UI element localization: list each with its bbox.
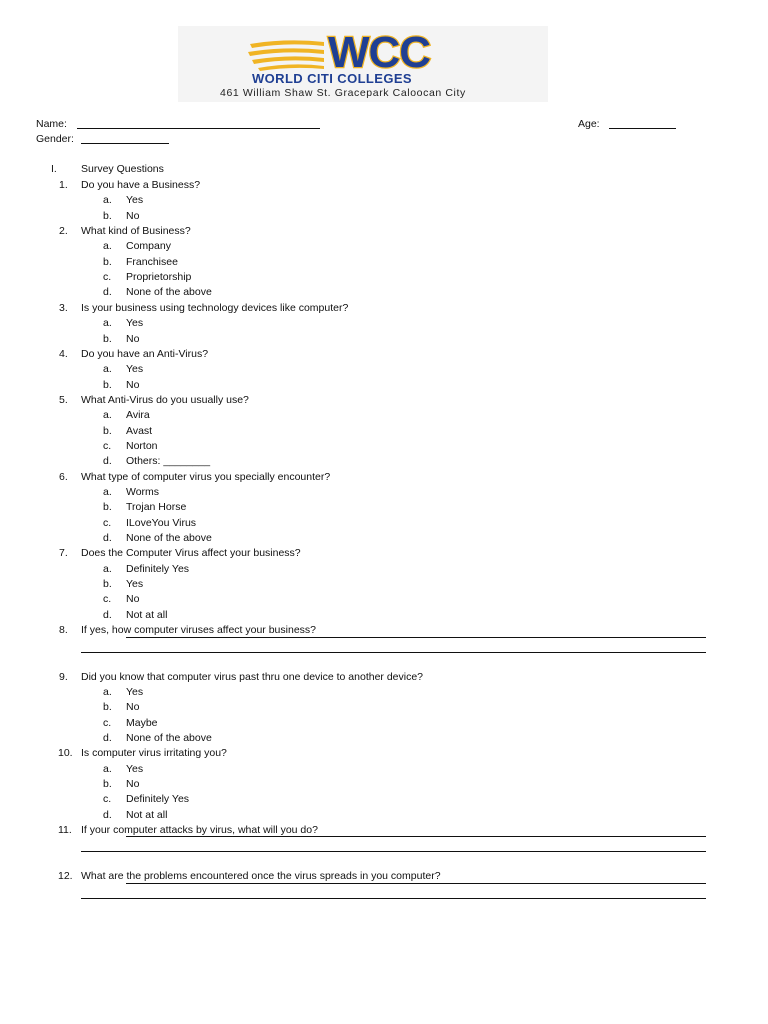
- question-number: 8.: [59, 624, 68, 637]
- section-numeral: I.: [51, 163, 57, 175]
- option-text[interactable]: None of the above: [126, 532, 212, 545]
- option-letter: d.: [103, 731, 112, 744]
- school-name: WORLD CITI COLLEGES: [252, 71, 412, 86]
- option-letter: c.: [103, 516, 112, 529]
- option-text[interactable]: No: [126, 593, 140, 606]
- option-text[interactable]: Maybe: [126, 716, 158, 729]
- option-letter: a.: [103, 685, 112, 698]
- answer-line[interactable]: [81, 851, 706, 852]
- question-text: Do you have a Business?: [81, 179, 201, 191]
- question-text: Is computer virus irritating you?: [81, 747, 227, 760]
- option-text[interactable]: Yes: [126, 762, 144, 775]
- option-text[interactable]: Avast: [126, 424, 153, 437]
- option-text[interactable]: Franchisee: [126, 255, 178, 268]
- question-number: 5.: [59, 393, 68, 406]
- option-letter: c.: [103, 716, 112, 729]
- question-text: What are the problems encountered once the virus spreads in you computer?: [81, 870, 441, 883]
- option-letter: b.: [103, 701, 112, 714]
- option-letter: d.: [103, 808, 112, 821]
- school-logo: [178, 26, 548, 102]
- question-text: If yes, how computer viruses affect your business?: [81, 624, 316, 637]
- option-text[interactable]: No: [126, 701, 140, 714]
- option-letter: a.: [103, 409, 112, 422]
- option-text[interactable]: Others: ________: [126, 455, 211, 468]
- option-text[interactable]: Yes: [126, 194, 144, 207]
- option-text[interactable]: Definitely Yes: [126, 793, 190, 806]
- question-number: 9.: [59, 670, 68, 683]
- question-text: Do you have an Anti-Virus?: [81, 347, 209, 360]
- option-letter: c.: [103, 439, 112, 452]
- option-text[interactable]: Company: [126, 240, 171, 253]
- option-letter: a.: [103, 762, 112, 775]
- answer-line[interactable]: [81, 898, 706, 899]
- option-text[interactable]: ILoveYou Virus: [126, 516, 197, 529]
- option-text[interactable]: Yes: [126, 685, 144, 698]
- answer-line[interactable]: [126, 883, 706, 884]
- option-letter: c.: [103, 271, 112, 284]
- option-letter: b.: [103, 378, 112, 391]
- option-letter: d.: [103, 455, 112, 468]
- question-number: 10.: [58, 747, 73, 760]
- option-text[interactable]: Worms: [126, 486, 160, 498]
- swoosh-logo-icon: [246, 38, 326, 72]
- question-text: What kind of Business?: [81, 225, 191, 238]
- question-number: 6.: [59, 470, 68, 483]
- question-number: 2.: [59, 225, 68, 238]
- option-text[interactable]: Yes: [126, 317, 144, 330]
- option-letter: d.: [103, 286, 112, 299]
- option-text[interactable]: Yes: [126, 363, 144, 376]
- option-letter: a.: [103, 317, 112, 330]
- section-title: Survey Questions: [81, 163, 164, 175]
- question-text: If your computer attacks by virus, what will you do?: [81, 824, 318, 836]
- option-text[interactable]: Proprietorship: [126, 271, 192, 284]
- answer-line[interactable]: [126, 836, 706, 837]
- option-letter: d.: [103, 532, 112, 545]
- option-letter: c.: [103, 793, 112, 806]
- option-letter: a.: [103, 194, 112, 207]
- option-letter: d.: [103, 608, 112, 621]
- option-text[interactable]: None of the above: [126, 731, 212, 744]
- option-text[interactable]: No: [126, 332, 140, 345]
- question-number: 12.: [58, 870, 73, 883]
- option-letter: b.: [103, 209, 112, 222]
- question-number: 11.: [58, 824, 72, 836]
- option-text[interactable]: No: [126, 777, 140, 790]
- answer-line[interactable]: [81, 652, 706, 653]
- logo-wordmark: WCC: [328, 28, 431, 77]
- option-letter: b.: [103, 578, 112, 591]
- question-number: 4.: [59, 347, 68, 360]
- option-text[interactable]: Norton: [126, 439, 158, 452]
- question-text: Did you know that computer virus past thru one device to another device?: [81, 670, 424, 683]
- name-label: Name:: [36, 118, 67, 130]
- age-field[interactable]: [609, 128, 676, 129]
- option-letter: b.: [103, 255, 112, 268]
- option-text[interactable]: Not at all: [126, 608, 168, 621]
- option-letter: b.: [103, 501, 112, 514]
- option-letter: a.: [103, 240, 112, 253]
- option-text[interactable]: Yes: [126, 578, 144, 591]
- option-letter: b.: [103, 332, 112, 345]
- option-letter: b.: [103, 424, 112, 437]
- option-text[interactable]: Definitely Yes: [126, 562, 190, 575]
- question-text: What type of computer virus you specially encounter?: [81, 470, 331, 483]
- option-letter: a.: [103, 562, 112, 575]
- question-number: 3.: [59, 301, 68, 314]
- option-text[interactable]: No: [126, 378, 140, 391]
- option-text[interactable]: Avira: [126, 409, 150, 422]
- option-letter: a.: [103, 486, 112, 498]
- gender-field[interactable]: [81, 143, 169, 144]
- school-address: 461 William Shaw St. Gracepark Caloocan City: [220, 87, 466, 99]
- question-text: What Anti-Virus do you usually use?: [81, 393, 249, 406]
- question-number: 7.: [59, 547, 68, 560]
- question-text: Does the Computer Virus affect your business?: [81, 547, 301, 560]
- option-letter: b.: [103, 777, 112, 790]
- option-text[interactable]: Not at all: [126, 808, 168, 821]
- option-letter: c.: [103, 593, 112, 606]
- question-number: 1.: [59, 179, 68, 191]
- option-text[interactable]: No: [126, 209, 140, 222]
- option-text[interactable]: None of the above: [126, 286, 212, 299]
- gender-label: Gender:: [36, 133, 74, 145]
- age-label: Age:: [578, 118, 600, 130]
- answer-line[interactable]: [126, 637, 706, 638]
- option-letter: a.: [103, 363, 112, 376]
- option-text[interactable]: Trojan Horse: [126, 501, 187, 514]
- question-text: Is your business using technology devices like computer?: [81, 301, 349, 314]
- name-field[interactable]: [77, 128, 320, 129]
